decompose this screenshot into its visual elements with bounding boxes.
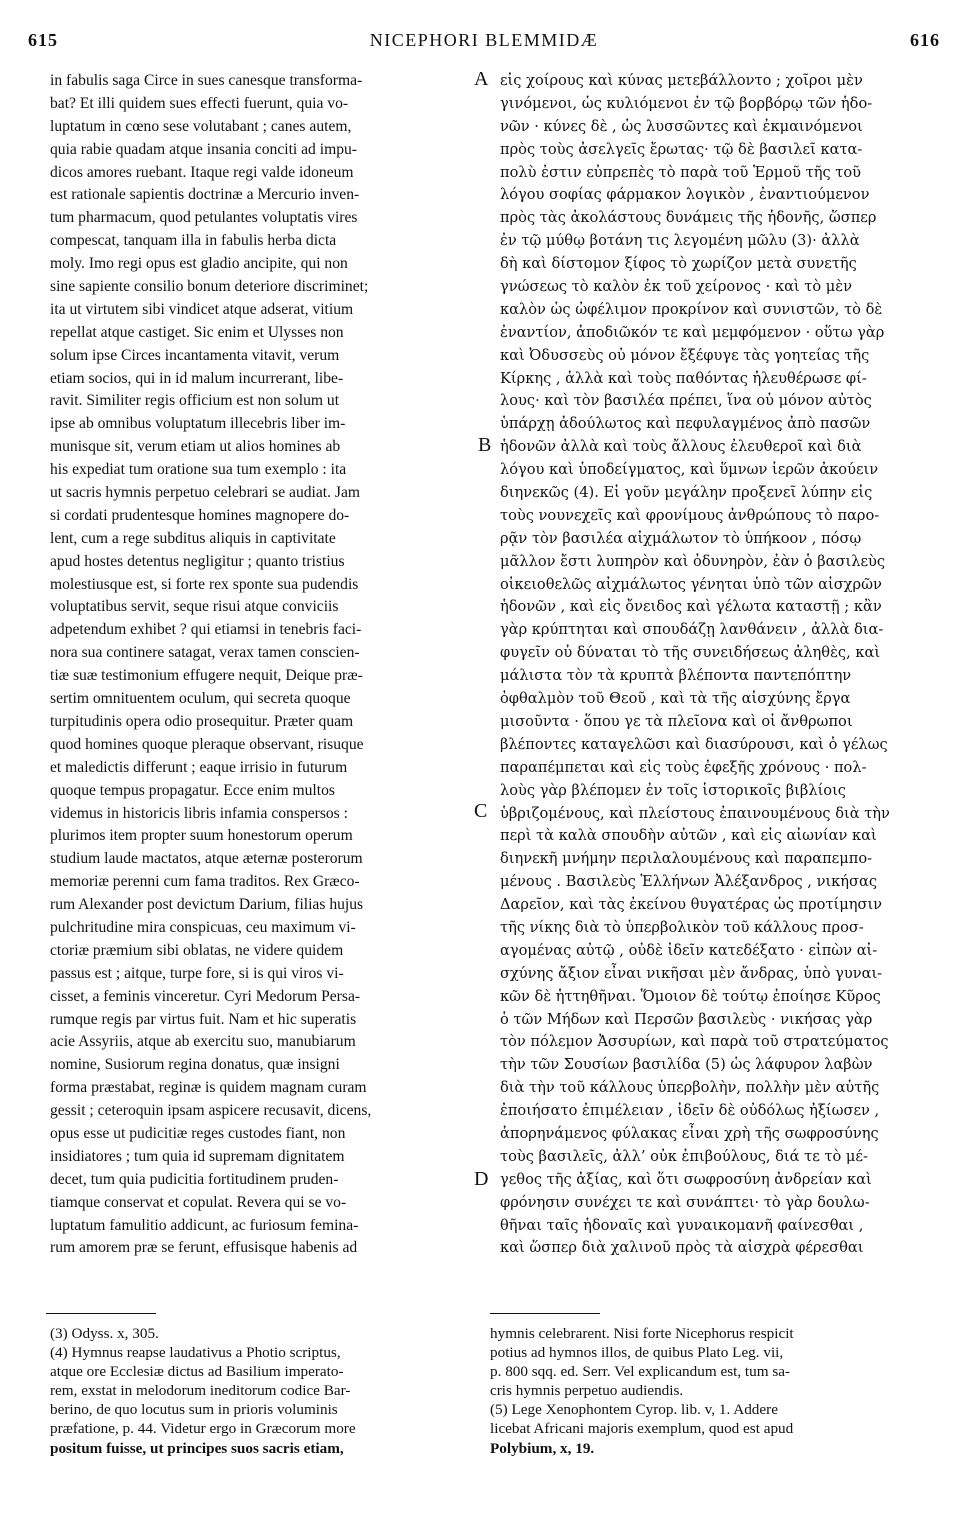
latin-text-line: decet, tum quia pudicitia fortitudinem pruden- [50, 1170, 339, 1188]
latin-text-line: bat? Et illi quidem sues effecti fuerunt, quia vo- [50, 94, 349, 112]
latin-text-line: quoque tempus propagatur. Ecce enim multos [50, 781, 335, 799]
latin-text-line: lent, cum a rege subditus aliquis in captivitate [50, 529, 336, 547]
greek-text-line: πρὸς τὰς ἀκολάστους δυνάμεις τῆς ἡδονῆς, ὥσπερ [500, 209, 877, 227]
latin-text-line: quia rabie quadam atque insania conciti ad impu- [50, 140, 358, 158]
latin-text-line: moly. Imo regi opus est gladio ancipite, qui non [50, 255, 348, 273]
greek-text-line: σχύνης ἄξιον εἶναι νικῆσαι μὲν ἄνδρας, ὑπὸ γυναι- [500, 964, 883, 982]
footnote-line: cris hymnis perpetuo audiendis. [490, 1382, 684, 1400]
margin-marker-c: C [474, 800, 488, 822]
latin-text-line: nora sua continere satagat, verax tamen conscien- [50, 644, 360, 662]
latin-text-line: munisque sit, verum etiam ut alios homines ab [50, 438, 341, 456]
latin-text-line: et maledictis differunt ; eaque irrisio in futurum [50, 758, 348, 776]
latin-text-line: plurimos item propter suum honestorum operum [50, 827, 353, 845]
margin-marker-a: A [474, 68, 489, 90]
latin-text-line: videmus in historicis libris infamia conspersos : [50, 804, 348, 822]
latin-text-line: apud hostes detentus negligitur ; quanto tristius [50, 552, 345, 570]
greek-text-line: διηνεκῶς (4). Εἰ γοῦν μεγάλην προξενεῖ λύπην εἰς [500, 484, 873, 502]
latin-text-line: quod homines quoque pleraque observant, risuque [50, 735, 364, 753]
latin-text-line: studium laude mactatos, atque æternæ posterorum [50, 850, 363, 868]
greek-text-line: κῶν δὲ ἡττηθῆναι. Ὅμοιον δὲ τούτῳ ἐποίησε Κῦρος [500, 987, 881, 1005]
latin-text-line: in fabulis saga Circe in sues canesque transforma- [50, 72, 363, 89]
greek-text-line: τὸν πόλεμον Ἀσσυρίων, καὶ παρὰ τοῦ στρατεύματος [500, 1033, 889, 1051]
latin-text-line: cisset, a feminis vinceretur. Cyri Medorum Persa- [50, 987, 361, 1005]
greek-text-line: ὑβριζομένους, καὶ πλείστους ἐπαινουμένους διὰ τὴν [500, 804, 890, 822]
right-page-number: 616 [910, 30, 940, 50]
greek-text-line: λόγου καὶ ὑποδείγματος, καὶ ὕμνων ἱερῶν ἀκούειν [500, 461, 879, 479]
greek-text-line: γνώσεως τὸ καλὸν ἐκ τοῦ χείρονος · καὶ τὸ μὲν [500, 278, 852, 296]
greek-text-line: ὑπάρχῃ ἀδούλωτος καὶ πεφυλαγμένος ἀπὸ πασῶν [500, 415, 871, 433]
latin-text-line: memoriæ perenni cum fama traditos. Rex Græco- [50, 873, 360, 891]
footnote-line: rem, exstat in melodorum ineditorum codice Bar- [50, 1382, 351, 1400]
latin-text-line: dicos amores ruebant. Itaque regi valde idoneum [50, 163, 354, 181]
footnote-line: positum fuisse, ut principes suos sacris etiam, [50, 1439, 344, 1457]
greek-text-line: διὰ τὴν τοῦ κάλλους ὑπερβολὴν, πολλὴν μὲν αὐτῆς [500, 1079, 880, 1097]
footnote-line: atque ore Ecclesiæ dictus ad Basilium imperato- [50, 1363, 344, 1381]
running-title: NICEPHORI BLEMMIDÆ [369, 30, 599, 50]
greek-text-line: ὀφθαλμὸν τοῦ Θεοῦ , καὶ τὰ τῆς αἰσχύνης ἔργα [500, 690, 851, 708]
footnote-line: (5) Lege Xenophontem Cyrop. lib. v, 1. Addere [490, 1401, 778, 1419]
latin-text-line: ipse ab omnibus voluptatum illecebris liber im- [50, 415, 346, 433]
greek-text-line: μένους . Βασιλεὺς Ἑλλήνων Ἀλέξανδρος , νικήσας [500, 873, 878, 891]
greek-text-line: ἐποιήσατο ἐπιμέλειαν , ἰδεῖν δὲ οὐδόλως ἠξίωσεν , [500, 1102, 880, 1120]
greek-text-line: ὁ τῶν Μήδων καὶ Περσῶν βασιλεὺς · νικήσας γὰρ [500, 1010, 873, 1028]
greek-text-line: φυγεῖν οὐ δύναται τὸ τῆς συνειδήσεως ἀληθὲς, καὶ [500, 644, 881, 662]
greek-text-line: ἡδονῶν ἀλλὰ καὶ τοὺς ἄλλους ἐλευθεροῖ καὶ διὰ [500, 438, 862, 456]
latin-text-line: compescat, tanquam illa in fabulis herba dicta [50, 232, 337, 250]
latin-text-line: si cordati prudentesque homines magnopere do- [50, 506, 350, 524]
latin-text-line: forma præstabat, reginæ is quidem magnam curam [50, 1079, 367, 1097]
footnote-line: licebat Africani majoris exemplum, quod est apud [490, 1420, 794, 1438]
latin-text-line: repellat atque castiget. Sic enim et Ulysses non [50, 323, 344, 341]
latin-text-line: ut sacris hymnis perpetuo celebrari se audiat. Jam [50, 484, 361, 502]
footnotes-right [490, 1324, 920, 1458]
latin-text-line: rum amorem præ se ferunt, effusisque habenis ad [50, 1239, 358, 1257]
greek-text-line: καλὸν ὡς ὠφέλιμον προκρίνον καὶ συνιστῶν, τὸ δὲ [500, 300, 883, 318]
footnote-rule-left [46, 1313, 156, 1314]
greek-text-line: τὴν τῶν Σουσίων βασιλίδα (5) ὡς λάφυρον λαβὼν [500, 1056, 873, 1074]
latin-text-line: ita ut virtutem sibi vindicet atque adserat, vitium [50, 300, 354, 318]
latin-text-line: ravit. Similiter regis officium est non solum ut [50, 392, 340, 410]
latin-text-line: acie Assyriis, atque ab exercitu suo, manubiarum [50, 1033, 356, 1051]
greek-text-line: διηνεκῆ μνήμην περιλαλουμένους καὶ παραπεμπο- [500, 850, 873, 868]
latin-text-line: molestiusque est, si forte rex sponte sua pudendis [50, 575, 359, 593]
latin-text-line: turpitudinis opera odio prosequitur. Præter quam [50, 712, 354, 730]
greek-text-line: τοὺς νουνεχεῖς καὶ φρονίμους ἀνθρώπους τὸ παρο- [500, 506, 880, 524]
latin-text-line: voluptatibus servit, seque risui atque conviciis [50, 598, 339, 616]
greek-text-line: οἰκειοθελῶς αἰχμάλωτος γένηται ὑπὸ τῶν αἰσχρῶν [500, 575, 882, 593]
latin-text-line: est rationale sapientis doctrinæ a Mercurio inven- [50, 186, 360, 204]
greek-text-line: ρᾷν τὸν βασιλέα αἰχμάλωτον τὸ ὑπήκοον , πόσῳ [500, 529, 862, 547]
latin-text-line: tiamque conservat et copulat. Revera qui se vo- [50, 1193, 347, 1211]
latin-text-line: adpetendum exhibet ? qui etiamsi in tenebris faci- [50, 621, 362, 639]
greek-text-line: λόγου σοφίας φάρμακον λογικὸν , ἐναντιούμενον [500, 186, 870, 204]
greek-text-line: γινόμενοι, ὡς κυλιόμενοι ἐν τῷ βορβόρῳ τῶν ἡδο- [500, 94, 873, 112]
latin-text-line: pulchritudine mira conspicuas, ceu maximum vi- [50, 918, 356, 936]
greek-text-line: ἀπορηνάμενος φύλακας εἶναι χρὴ τῆς σωφροσύνης [500, 1124, 879, 1142]
latin-text-line: solum ipse Circes incantamenta vitavit, verum [50, 346, 340, 364]
greek-text-line: ἐναντίον, ἀποδιῶκόν τε καὶ μεμφόμενον · οὕτω γὰρ [500, 323, 885, 341]
greek-text-line: λοὺς γὰρ βλέπομεν ἐν τοῖς ἱστορικοῖς βιβλίοις [500, 781, 846, 799]
left-page-number: 615 [28, 30, 58, 50]
latin-text-line: his expediat tum oratione sua tum exemplo : ita [50, 461, 347, 479]
greek-text-line: γεθος τῆς ἀξίας, καὶ ὅτι σωφροσύνη ἀνδρείαν καὶ [500, 1170, 872, 1188]
footnotes-left [50, 1324, 470, 1458]
latin-text-line: opus esse ut pudicitiæ reges custodes fiant, non [50, 1124, 346, 1142]
greek-text-line: πρὸς τοὺς ἀσελγεῖς ἔρωτας· τῷ δὲ βασιλεῖ κατα- [500, 140, 863, 158]
greek-text-line: τῆς νίκης διὰ τὸ ὑπερβολικὸν τοῦ κάλλους προσ- [500, 918, 864, 936]
latin-text-line: passus est ; aitque, turpe fore, si is qui viros vi- [50, 964, 344, 982]
latin-text-line: luptatum in cœno sese volutabant ; canes autem, [50, 117, 352, 135]
footnote-line: (3) Odyss. x, 305. [50, 1325, 159, 1342]
greek-text-line: τοὺς βασιλεῖς, ἀλλ’ οὐκ ἐπιβούλους, διά τε τὸ μέ- [500, 1147, 868, 1165]
greek-text-line: εἰς χοίρους καὶ κύνας μετεβάλλοντο ; χοῖροι μὲν [500, 72, 863, 89]
greek-text-line: μάλιστα τὸν τὰ κρυπτὰ βλέποντα παντεπόπτην [500, 667, 852, 685]
latin-text-line: sertim omnituentem oculum, qui secreta quoque [50, 690, 351, 708]
latin-text-line: etiam socios, qui in id malum incurrerant, libe- [50, 369, 344, 387]
footnote-line: præfatione, p. 44. Videtur ergo in Græcorum more [50, 1420, 356, 1438]
greek-text-line: παραπέμπεται καὶ εἰς τοὺς ἐφεξῆς χρόνους · πολ- [500, 758, 867, 776]
latin-text-line: insidiatores ; tum quia id supremam dignitatem [50, 1147, 345, 1165]
greek-text-line: γὰρ κρύπτηται καὶ σπουδάζῃ λανθάνειν , ἀλλὰ δια- [500, 621, 884, 639]
greek-column [500, 70, 924, 1260]
greek-text-line: βλέποντες καταγελῶσι καὶ διασύρουσι, καὶ ὁ γέλως [500, 735, 888, 753]
greek-text-line: πολὺ ἐστιν εὐπρεπὲς τὸ παρὰ τοῦ Ἑρμοῦ τῆς τοῦ [500, 163, 862, 181]
footnote-line: hymnis celebrarent. Nisi forte Nicephorus respicit [490, 1325, 794, 1342]
running-header [28, 30, 940, 56]
footnote-line: potius ad hymnos illos, de quibus Plato Leg. vii, [490, 1344, 784, 1362]
margin-marker-d: D [474, 1168, 489, 1190]
greek-text-line: αγομένας αὐτῷ , οὐδὲ ἰδεῖν κατεδέξατο · εἰπὼν αἰ- [500, 941, 878, 959]
latin-text-line: luptatum famulitio addicunt, ac furiosum femina- [50, 1216, 359, 1234]
latin-text-line: nomine, Susiorum regina donatus, quæ insigni [50, 1056, 340, 1074]
greek-text-line: καὶ Ὀδυσσεὺς οὐ μόνον ἔξέφυγε τὰς γοητείας τῆς [500, 346, 870, 364]
greek-text-line: μισοῦντα · ὅπου γε τὰ πλεῖονα καὶ οἱ ἄνθρωποι [500, 712, 853, 730]
greek-text-line: νῶν · κύνες δὲ , ὡς λυσσῶντες καὶ ἐκμαινόμενοι [500, 117, 863, 135]
greek-text-line: ἐν τῷ μύθῳ βοτάνη τις λεγομένη μῶλυ (3)· ἀλλὰ [500, 232, 860, 250]
latin-column [50, 70, 468, 1260]
latin-text-line: rum Alexander post devictum Darium, filias hujus [50, 896, 364, 914]
latin-text-line: tiæ suæ testimonium effugere nequit, Deique præ- [50, 667, 363, 685]
latin-text-line: rumque regis par virtus fuit. Nam et hic superatis [50, 1010, 357, 1028]
latin-text-line: gessit ; ceteroquin ipsam aspicere recusavit, dicens, [50, 1102, 372, 1120]
footnote-line: p. 800 sqq. ed. Serr. Vel explicandum est, tum sa- [490, 1363, 791, 1381]
greek-text-line: περὶ τὰ καλὰ σπουδὴν αὐτῶν , καὶ εἰς αἰωνίαν καὶ [500, 827, 877, 845]
greek-text-line: δὴ καὶ δίστομον ξίφος τὸ χωρίζον μετὰ συνετῆς [500, 255, 857, 273]
greek-text-line: μᾶλλον ἔστι λυπηρὸν καὶ ὀδυνηρὸν, ἐὰν ὁ βασιλεὺς [500, 552, 886, 570]
greek-text-line: Δαρεῖον, καὶ τὰς ἐκείνου θυγατέρας ὡς προτίμησιν [500, 896, 883, 914]
greek-text-line: Κίρκης , ἀλλὰ καὶ τοὺς παθόντας ἠλευθέρωσε φί- [500, 369, 867, 387]
footnote-line: Polybium, x, 19. [490, 1439, 595, 1457]
greek-text-line: θῆναι ταῖς ἡδοναῖς καὶ γυναικομανῆ φαίνεσθαι , [500, 1216, 864, 1234]
greek-text-line: φρόνησιν συνέχει τε καὶ συνάπτει· τὸ γὰρ δουλω- [500, 1193, 870, 1211]
latin-text-line: ctoriæ præmium sibi oblatas, ne videre quidem [50, 941, 344, 959]
greek-text-line: καὶ ὥσπερ διὰ χαλινοῦ πρὸς τὰ αἰσχρὰ φέρεσθαι [500, 1239, 864, 1257]
margin-marker-b: B [478, 434, 492, 456]
greek-text-line: λους· καὶ τὸν βασιλέα πρέπει, ἵνα οὐ μόνον αὐτὸς [500, 392, 872, 410]
footnote-line: berino, de quo locutus sum in prioris voluminis [50, 1401, 338, 1419]
footnote-rule-right [490, 1313, 600, 1314]
latin-text-line: tum pharmacum, quod petulantes voluptatis vires [50, 209, 358, 227]
greek-text-line: ἡδονῶν , καὶ εἰς ὄνειδος καὶ γέλωτα καταστῇ ; κἂν [500, 598, 882, 616]
latin-text-line: sine sapiente consilio bonum deteriore discriminet; [50, 278, 369, 296]
footnote-line: (4) Hymnus reapse laudativus a Photio scriptus, [50, 1344, 341, 1362]
